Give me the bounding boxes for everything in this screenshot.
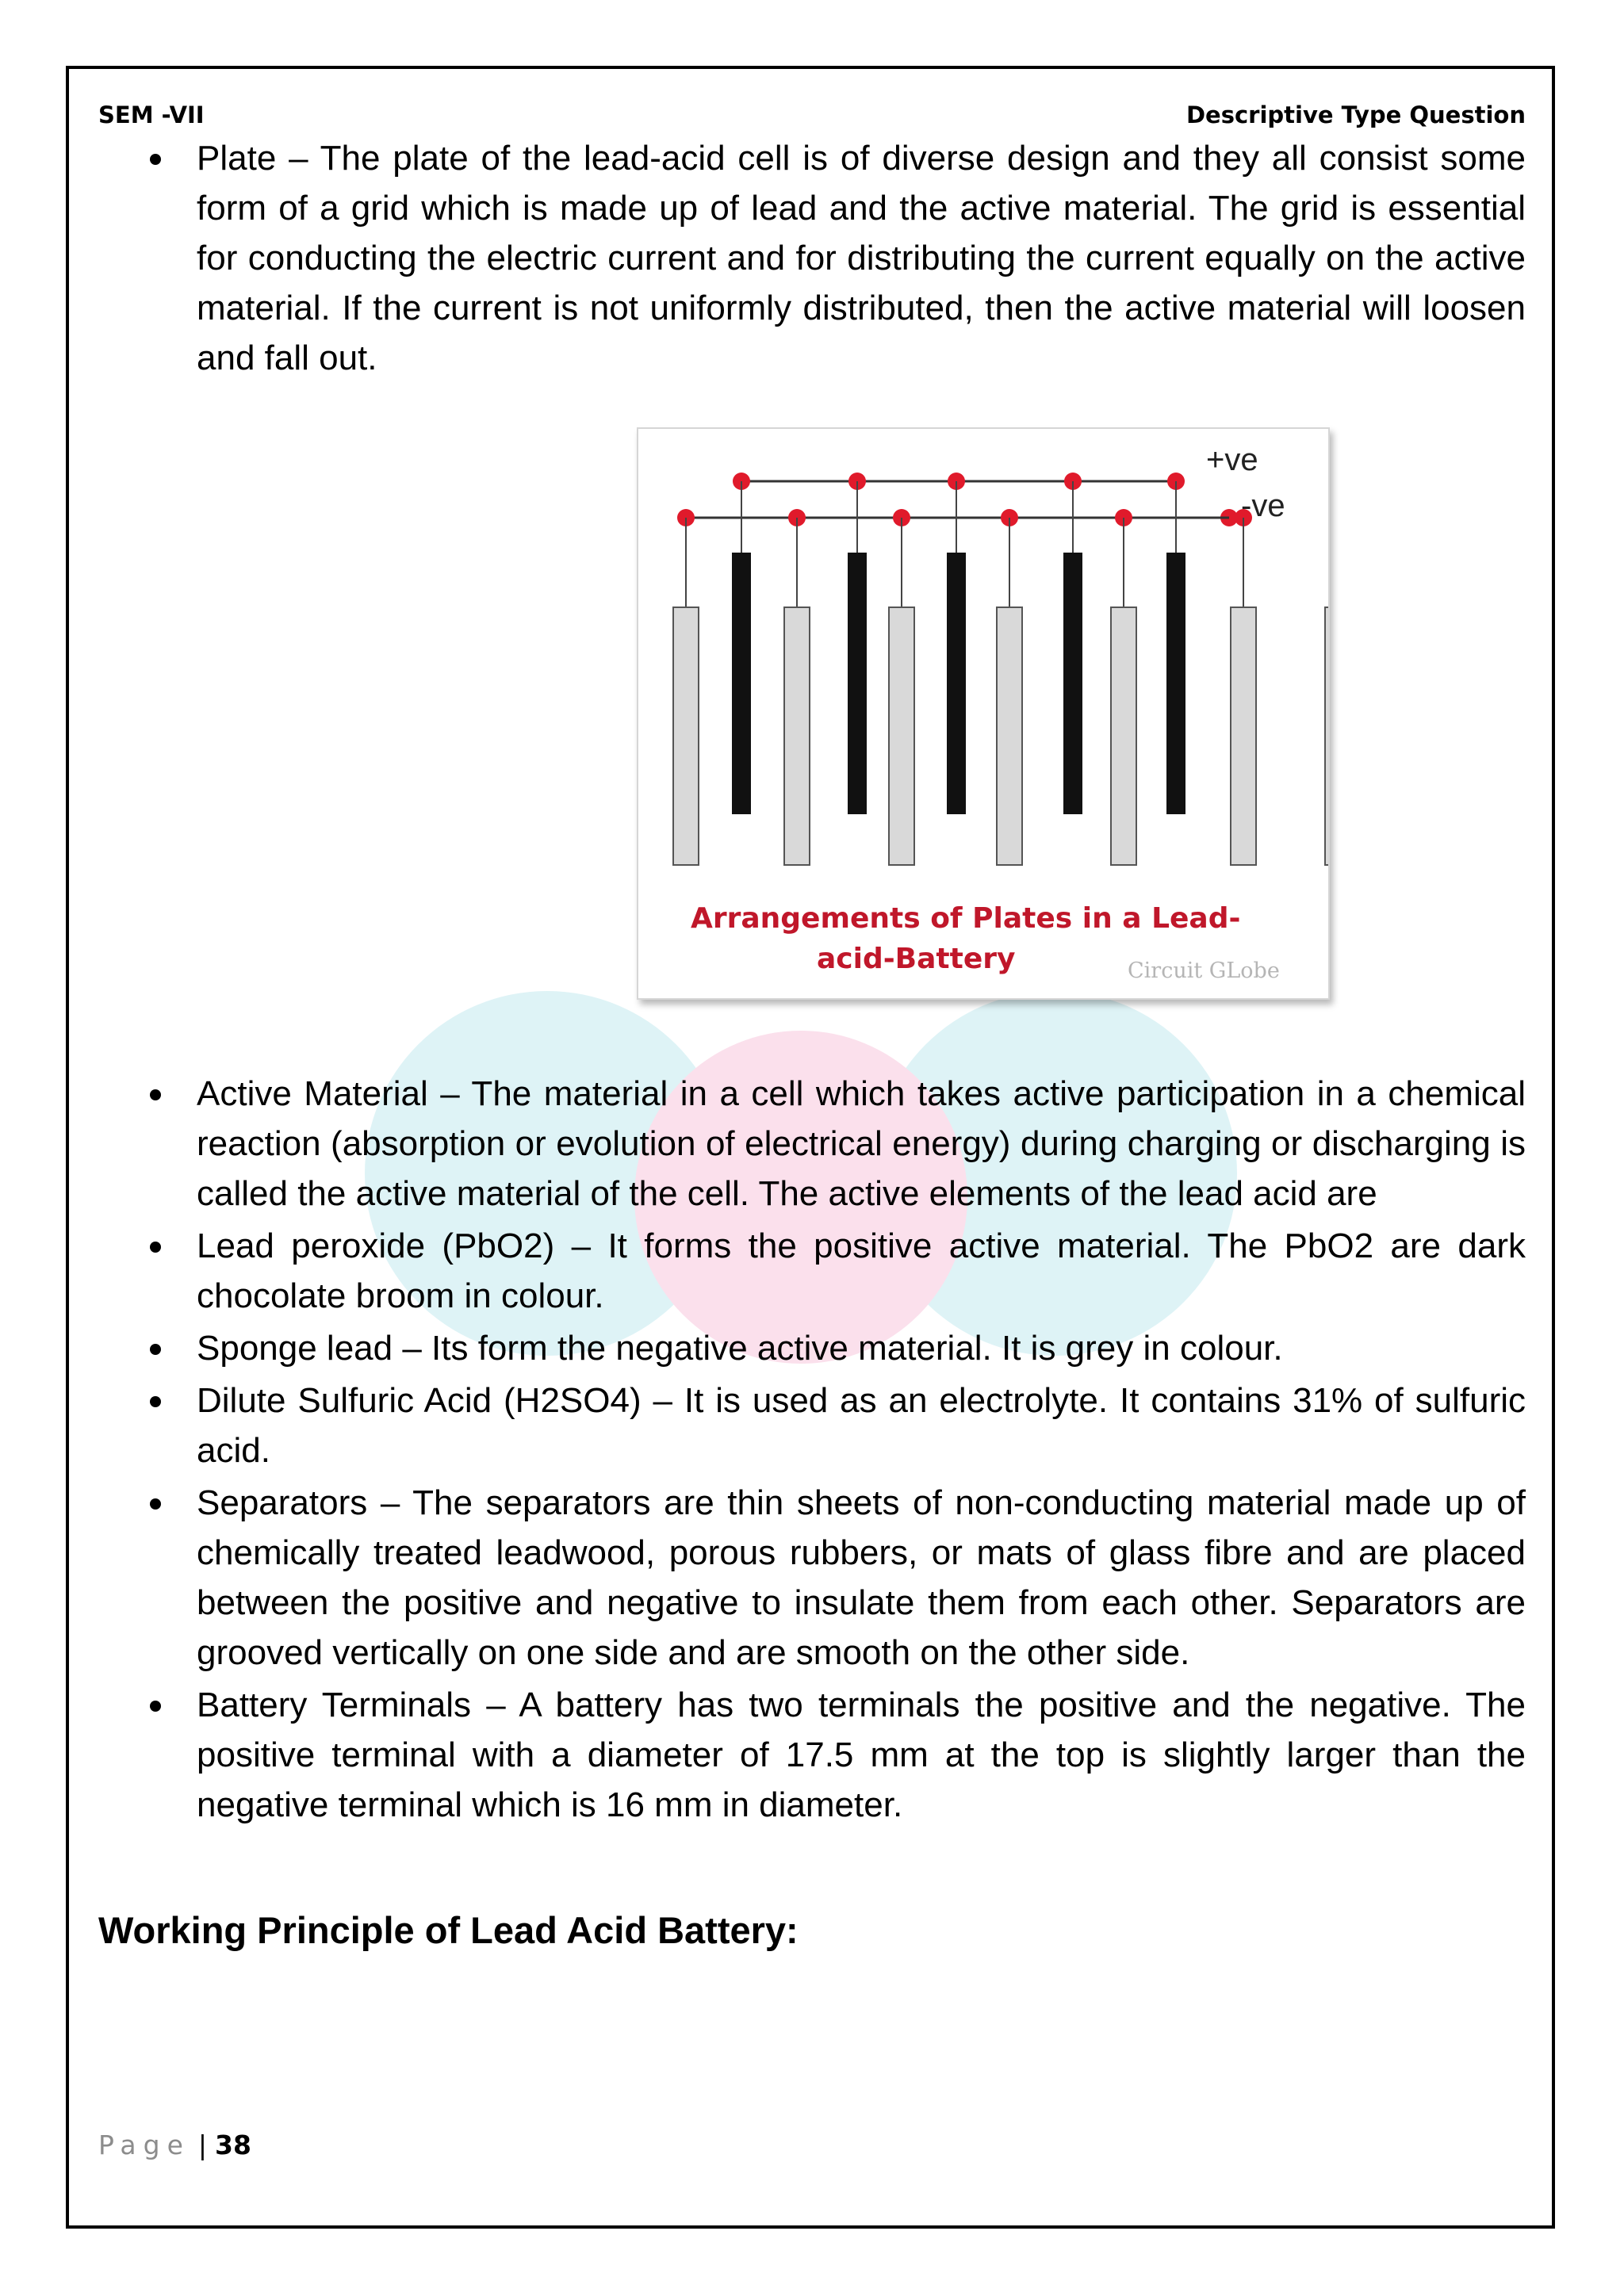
positive-label: +ve	[1206, 442, 1258, 477]
negative-plate	[732, 553, 751, 814]
list-item-text: Lead peroxide (PbO2) – It forms the positive active material. The PbO2 are dark chocolate broom in colour.	[197, 1226, 1526, 1315]
negative-plate	[1166, 553, 1185, 814]
page-label: Page	[98, 2130, 190, 2160]
negative-plate	[947, 553, 966, 814]
list-item	[98, 133, 1526, 383]
list-item	[98, 1680, 1526, 1830]
figure-caption-line1: Arrangements of Plates in a Lead-	[691, 902, 1241, 935]
bullet-list-top	[98, 133, 1526, 385]
bullet-list-bottom	[98, 1069, 1526, 1832]
list-item	[98, 1069, 1526, 1219]
list-item	[98, 1478, 1526, 1678]
negative-plate	[1063, 553, 1082, 814]
positive-plate	[997, 607, 1022, 865]
footer-separator: |	[197, 2130, 208, 2160]
plate-diagram	[638, 429, 1328, 998]
bullet-icon	[150, 1344, 161, 1355]
positive-plate	[784, 607, 810, 865]
bullet-icon	[150, 1498, 161, 1510]
positive-plate	[889, 607, 914, 865]
list-item-text: Plate – The plate of the lead-acid cell is of diverse design and they all consist some form of a grid which is made up of lead and the active material. The grid is essential for conducting the electric current and for distributing the current equally on the active material. If the current is not uniformly distributed, then the active material will loosen and fall out.	[197, 139, 1526, 377]
list-item	[98, 1221, 1526, 1321]
figure-credit: Circuit GLobe	[1128, 959, 1280, 983]
negative-plate	[848, 553, 867, 814]
section-heading: Working Principle of Lead Acid Battery:	[98, 1909, 799, 1951]
bullet-icon	[150, 1242, 161, 1253]
bullet-icon	[150, 154, 161, 165]
list-item-text: Separators – The separators are thin sheets of non-conducting material made up of chemically treated leadwood, porous rubbers, or mats of glass fibre and are placed between the positive and negative to insulate them from each other. Separators are grooved vertically on one side and are smooth on the other side.	[197, 1483, 1526, 1672]
course-semester: SEM -VII	[98, 101, 205, 128]
positive-plate	[1111, 607, 1136, 865]
document-type: Descriptive Type Question	[1185, 101, 1526, 128]
page-number: 38	[215, 2130, 251, 2160]
plate-arrangement-figure	[637, 427, 1330, 1000]
bullet-icon	[150, 1701, 161, 1712]
negative-label: -ve	[1241, 488, 1285, 523]
list-item-text: Sponge lead – Its form the negative active material. It is grey in colour.	[197, 1329, 1283, 1368]
positive-plate	[1325, 607, 1328, 865]
list-item-text: Active Material – The material in a cell which takes active participation in a chemical reaction (absorption or evolution of electrical energy) during charging or discharging is called the active material of the cell. The active elements of the lead acid are	[197, 1074, 1526, 1213]
bullet-icon	[150, 1089, 161, 1100]
list-item-text: Dilute Sulfuric Acid (H2SO4) – It is used as an electrolyte. It contains 31% of sulfuric acid.	[197, 1381, 1526, 1470]
page-footer	[98, 2130, 251, 2160]
list-item-text: Battery Terminals – A battery has two terminals the positive and the negative. The positive terminal with a diameter of 17.5 mm at the top is slightly larger than the negative terminal which is 16 mm in diameter.	[197, 1686, 1526, 1824]
list-item	[98, 1323, 1526, 1373]
positive-plate	[673, 607, 699, 865]
list-item	[98, 1376, 1526, 1475]
bullet-icon	[150, 1396, 161, 1407]
figure-caption-line2: acid-Battery	[817, 943, 1016, 975]
positive-plate	[1231, 607, 1256, 865]
